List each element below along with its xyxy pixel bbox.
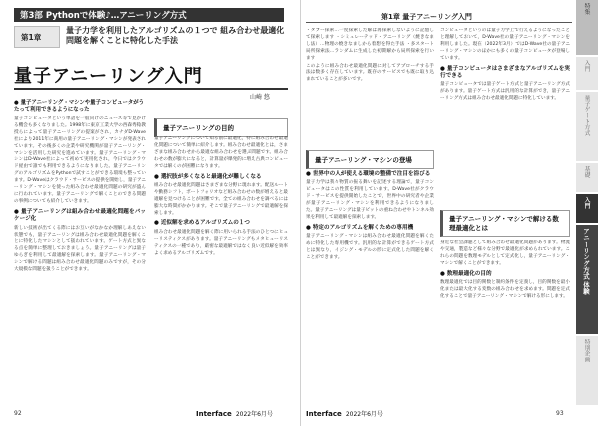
side-tab-active[interactable] [576,194,598,224]
article-title: 量子アニーリング入門 [14,66,203,87]
header-rule [306,22,572,23]
page-number-left: 92 [14,410,22,417]
side-tab-label: 量子ゲート方式 [583,95,589,136]
section-heading: ● 選択肢が多くなると最適化が難しくなる [154,173,262,180]
title-rule [14,88,288,90]
section-box-title: 量子アニーリング・マシンの登場 [315,156,412,164]
part-banner-text: 第3部 Pythonで体験♪…アニーリング方式 [20,11,187,21]
chapter-subtitle: 量子力学を利用したアルゴリズムの１つで 組み合わせ最適化問題を解くことに特化した手法 [66,26,285,45]
right-column-2a [440,28,570,204]
body-paragraph: 新しい技術が出てくる際にはお互いがなかなか理解しあえない状態でも，量子アニーリングは組み合わせ最適化問題を解くことに特化したマシンとして扱われています。ゲート方式と異なる点を簡単に整理しておきましょう。量子アニーリングは量子ゆらぎを利用して最適解を探索します。量子アニーリング・マシンで解ける問題は組み合わせ最適化問題のみですが，その分大規模な問題を扱うことができます。 [14,225,146,273]
side-index-tabs [574,0,600,426]
magazine-name: Interface [196,410,232,418]
bullet-list: ・タブー探索…一度探索した解は再探索しないように記憶して探索します ・シミュレーテッド・アニーリング（焼きなまし法）…物理の焼きなましから着想を得た手法 ・多スタート局所探索法…ランダムに生成した初期解から局所探索を行います [306,28,434,61]
lead-heading: ● 量子アニーリング・マシンや量子コンピュータがうたって利用できるようになった [14,100,145,114]
chapter-badge [14,26,60,48]
right-column-1a [306,28,434,140]
side-tab-current[interactable] [576,225,598,335]
body-paragraph: 量子コンピュータでは量子ゲート方式と量子アニーリング方式があります。量子ゲート方式は汎用的な計算ができ，量子アニーリング方式は組み合わせ最適化問題に特化しています。 [440,82,570,102]
section-box-title: 量子アニーリング・マシンで解ける数理最適化とは [449,215,559,232]
side-tab-label: アニーリング方式 体験 [582,228,590,295]
issue-date: 2022年6月号 [345,411,383,418]
section-heading: ● 世界中の人が使える環境の整備で注目を浴びる [306,171,431,177]
side-tab[interactable] [576,336,598,406]
body-paragraph: 数理最適化では目的関数と制約条件を定義し，目的関数を最小化または最大化する変数の組み合わせを求めます。問題を定式化することで量子アニーリング・マシンで解ける形にします。 [440,280,570,299]
body-paragraph: 量子アニーリングについて知る前に最適化，特に組み合わせ最適化問題について簡単に紹介します。組み合わせ最適化とは，さまざまな組み合わせから最適な組み合わせを選ぶ問題です。組み合わせの数が膨大になると，計算量が爆発的に増え古典コンピュータでは解くのが困難になります。 [154,136,288,169]
side-tab-label: 特別企画 [583,339,589,363]
side-tab-label: 入門 [583,60,589,72]
body-paragraph: 量子アニーリング・マシンは組み合わせ最適化問題を解くために特化した専用機です。汎用的な計算ができるゲート方式とは異なり，イジング・モデルの形に定式化した問題を解くことができます。 [306,234,434,260]
magazine-footer-right [306,409,383,418]
side-tab[interactable] [576,0,598,56]
side-tab[interactable] [576,163,598,193]
magazine-name: Interface [306,410,342,418]
section-heading: ● 量子コンピュータはさまざまなアルゴリズムを実行できる [440,65,570,79]
running-header: 第1章 量子アニーリング入門 [381,13,472,21]
right-column-1b [306,168,434,406]
chapter-badge-text: 第1章 [21,33,42,42]
section-box-title: 量子アニーリングの目的 [163,124,235,132]
side-tab-label: 入門 [583,197,589,209]
side-tab[interactable] [576,92,598,162]
body-paragraph: コンピュータというのは量子力学上で行えるようになったことと理解しておいて，D-Wave社の量子アニーリング・マシンを利用しました。現在（2022年3月）ではD-Wave社の量子アニーリング・マシンのほかにも多くの量子コンピュータが登場しています。 [440,28,570,61]
body-paragraph: 組み合わせ最適化問題を解く際に用いられる手法のひとつにヒューリスティクスがあります。量子アニーリングもメタヒューリスティクスの一種であり，厳密な最適解ではなく良い近似解を効率よく求めるアルゴリズムです。 [154,229,288,256]
body-paragraph: 量子コンピュータという単語を一般向けのニュース等で見かける機会も多くなりました。1998年に東京工業大学の西森秀稔教授らによって量子アニーリングの提案がされ，カナダD-Wave社により2011年に商用の量子アニーリング・マシンが発表されています。その後多くの企業や研究機関が量子アニーリング・マシンを活用した研究を進めています。量子アニーリング・マシンはD-Wave社によって初めて実用化され，今日ではクラウド経由で誰でも利用できるようになりました。量子アニーリングのアルゴリズムをPythonで試すことができる環境も整っています。D-Waveはクラウド・サービスの提供を開始し，量子アニーリング・マシンを使った組み合わせ最適化問題の研究が盛んに行われています。量子アニーリングで解くことのできる問題の事例についても紹介していきます。 [14,116,146,204]
side-tab-label: 特集 [583,3,589,15]
author-name: 山崎 悠 [250,94,270,101]
body-paragraph: このように組み合わせ最適化問題に対してアプローチする手法は数多く存在しています。既存のサービスでも既に取り込まれていることが多いです。 [306,63,434,83]
left-column-1 [14,116,146,406]
magazine-footer-left [196,409,273,418]
right-column-2b [440,240,570,406]
section-heading: ● 数理最適化の目的 [440,270,492,277]
part-banner [14,8,284,22]
body-paragraph: 量子力学は我々物質の振る舞いを記述する理論で，量子コンピュータはこの性質を利用しています。D-Wave社がクラウド・サービスを提供開始したことで，世界中の研究者や企業が量子アニーリング・マシンを利用できるようになりました。量子アニーリングは量子ビットの重ね合わせやトンネル効果を利用して最適解を探索します。 [306,180,434,220]
section-box-purpose [154,118,288,137]
section-box-machine [306,150,434,169]
section-box-optimization [440,210,570,237]
issue-date: 2022年6月号 [235,411,273,418]
side-tab[interactable] [576,57,598,91]
section-heading: ● 特定のアルゴリズムを解くための専用機 [306,224,414,231]
page-number-right: 93 [556,410,564,417]
section-heading: ● 量子アニーリングは組み合わせ最適化問題をパッケージ化 [14,208,146,223]
side-tab-label: 基礎 [583,166,589,178]
body-paragraph: 組み合わせ最適化問題はさまざまな分野に現れます。配送ルートや勤務シフト，ポートフォリオなど組み合わせの数が増えると最適解を見つけることが困難です。全ての組み合わせを調べるには膨大な時間がかかります。そこで量子アニーリングで最適解を探索します。 [154,182,288,216]
left-column-2 [154,136,288,406]
body-paragraph: 身近な社会課題として組み合わせ最適化問題があります。物流や交通，製造など様々な分野で最適化が求められています。これらの問題を数理モデルとして定式化し，量子アニーリング・マシンで解くことができます。 [440,240,570,266]
section-heading: ● 近似解を求めるアルゴリズムの１つ [154,220,250,227]
